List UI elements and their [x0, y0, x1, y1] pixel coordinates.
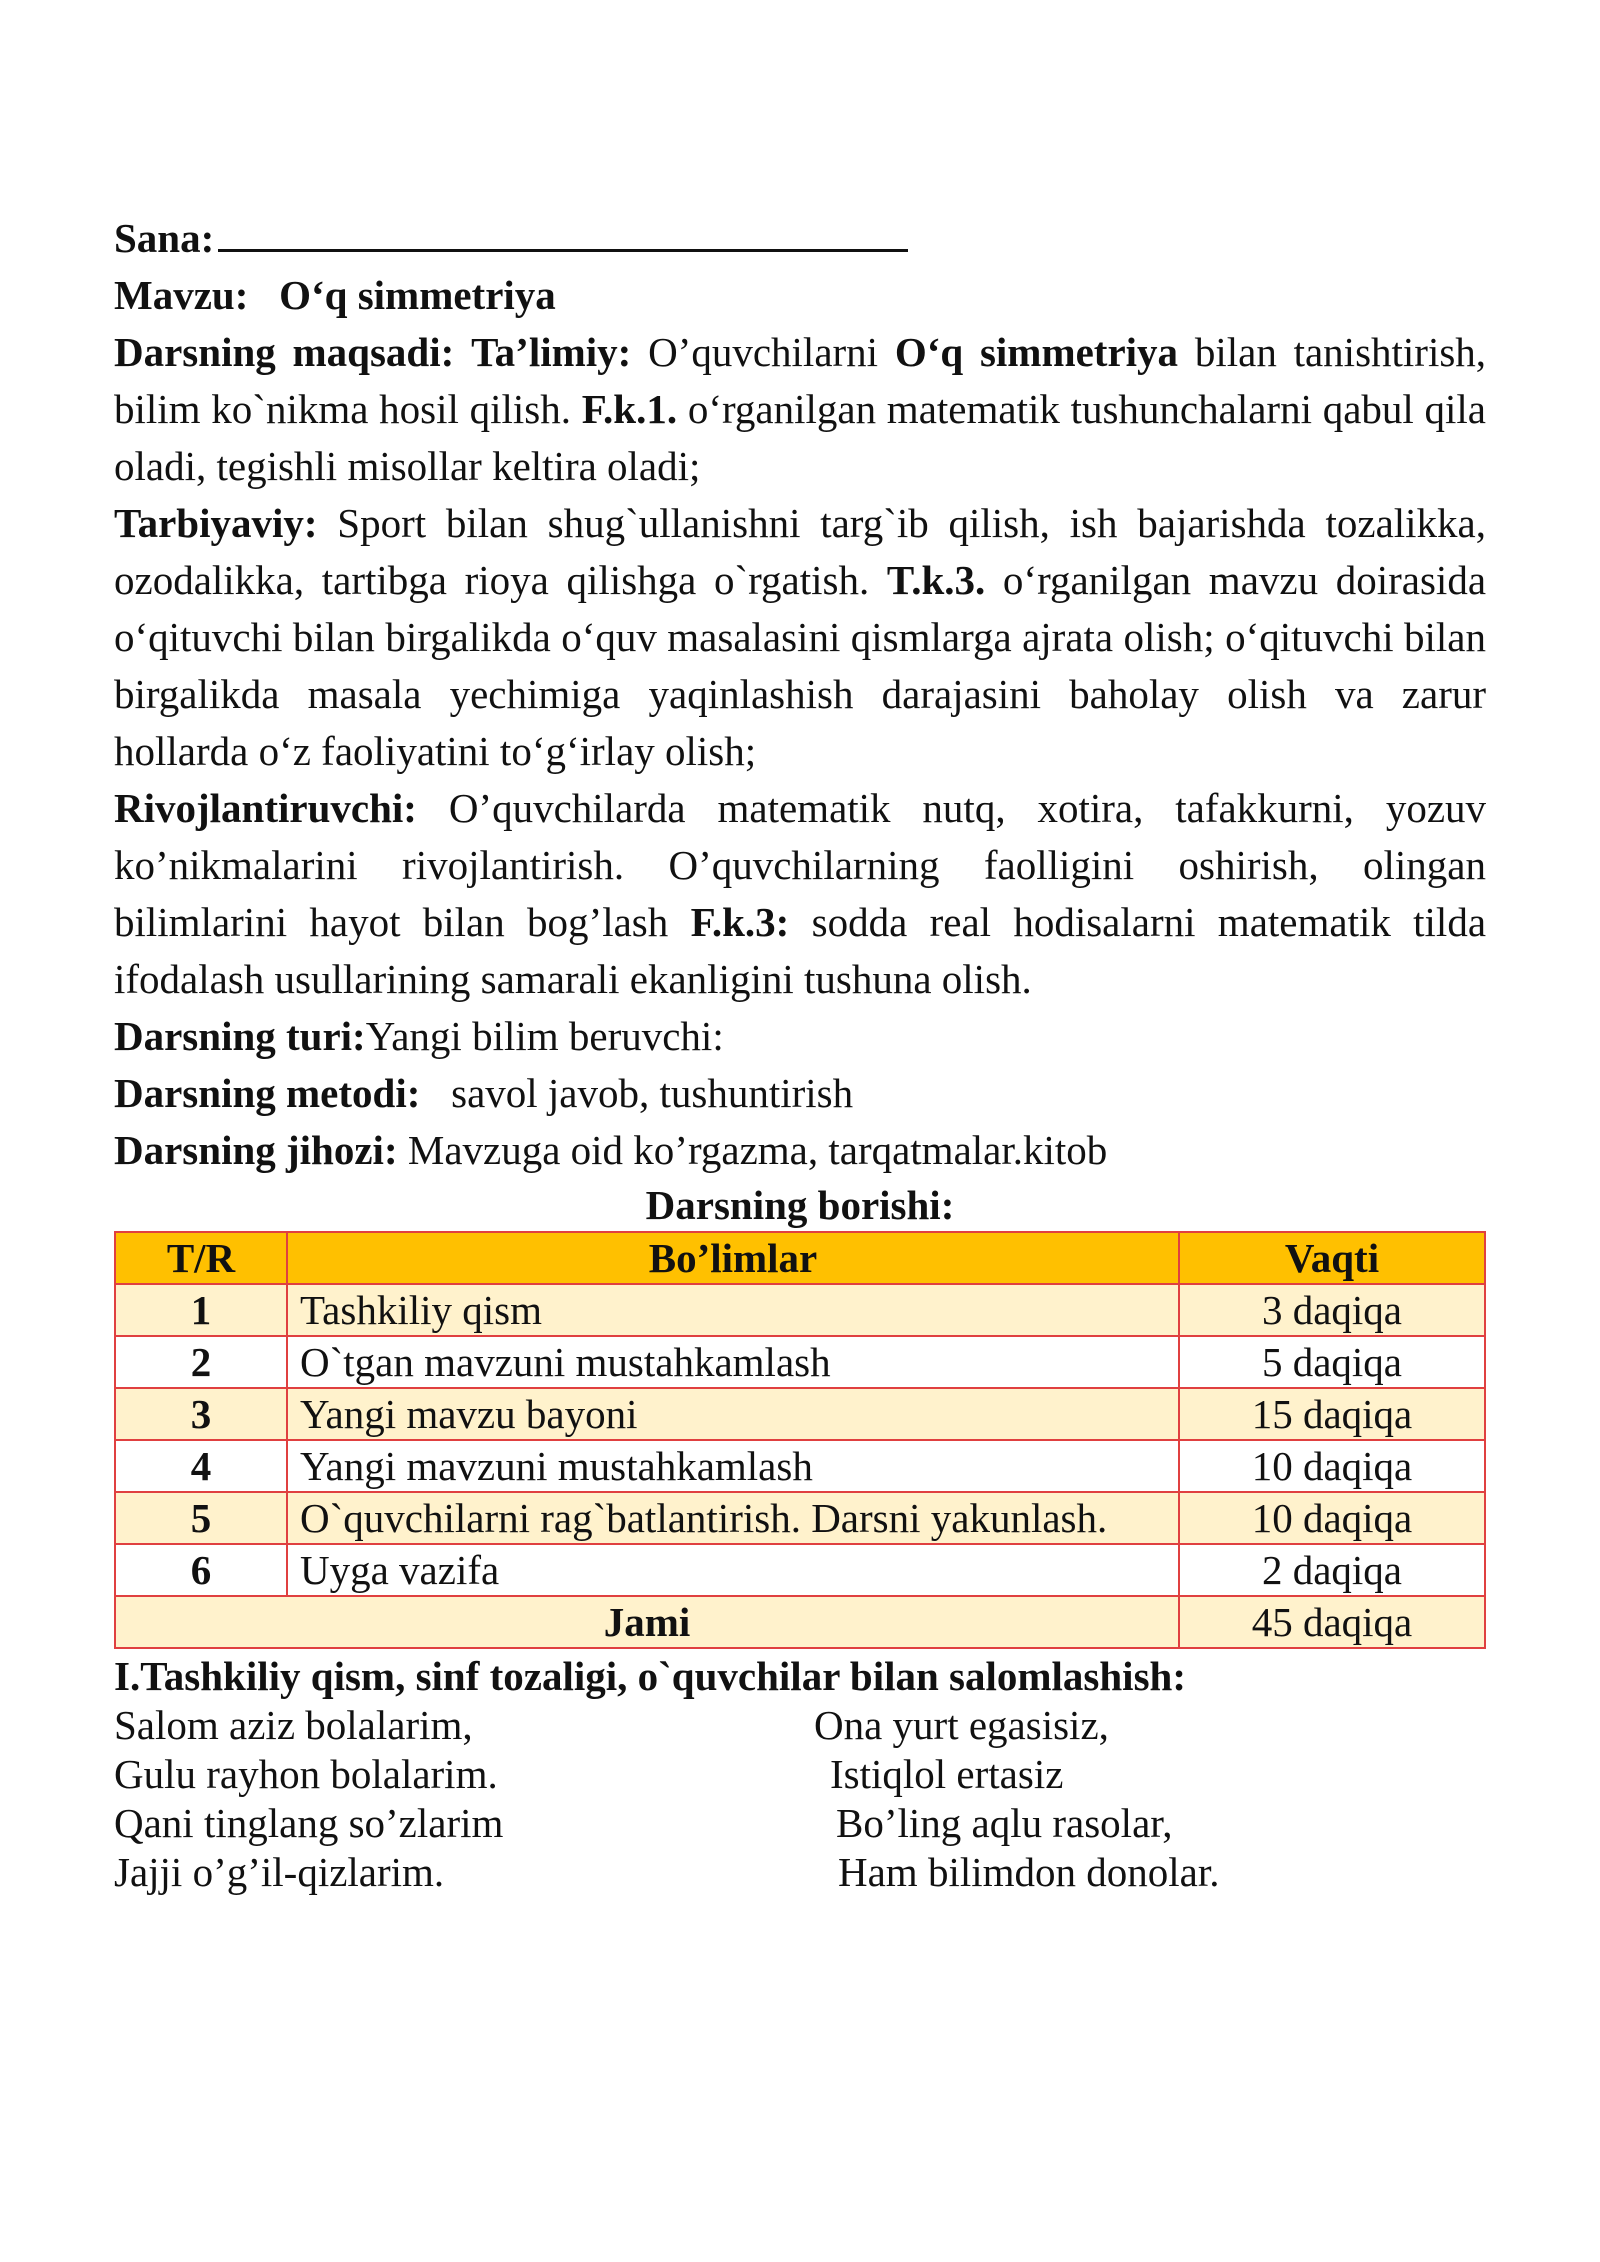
educational-topic: O‘q simmetriya [894, 329, 1179, 375]
fk1-label: F.k.1. [581, 386, 678, 432]
column-header-number: T/R [115, 1232, 287, 1284]
tk3-text-1: o‘rganilgan mavzu doirasida o‘qituvchi bilan birgalikda o‘quv masalasini qismlarga ajrata olish; [114, 557, 1487, 660]
tk3-label: T.k.3. [886, 557, 986, 603]
poem-line: Bo’ling aqlu rasolar, [836, 1800, 1173, 1846]
poem-line: Gulu rayhon bolalarim. [114, 1751, 498, 1797]
table-row [115, 1544, 1485, 1596]
lesson-type-label: Darsning turi: [114, 1013, 366, 1059]
row-number: 3 [115, 1388, 287, 1440]
row-time: 2 daqiqa [1179, 1544, 1485, 1596]
poem-line: Ham bilimdon donolar. [838, 1849, 1220, 1895]
educational-text-1: O’quvchilarni [648, 329, 879, 375]
lesson-plan-table [114, 1231, 1486, 1649]
date-line [114, 210, 1486, 267]
goals-label: Darsning maqsadi: [114, 329, 455, 375]
row-number: 4 [115, 1440, 287, 1492]
topic-label: Mavzu: [114, 272, 249, 318]
developmental-label: Rivojlantiruvchi: [114, 785, 417, 831]
row-section: Yangi mavzuni mustahkamlash [287, 1440, 1179, 1492]
lesson-type-line [114, 1008, 1486, 1065]
total-time: 45 daqiqa [1179, 1596, 1485, 1648]
fk1-text: o‘rganilgan matematik tushunchalarni qabul qila oladi, tegishli misollar keltira oladi; [114, 386, 1486, 489]
upbringing-text: Sport bilan shug`ullanishni targ`ib qilish, ish bajarishda tozalikka, ozodalikka, tartibga rioya qilishga o`rgatish. [114, 500, 1486, 603]
lesson-method-value: savol javob, tushuntirish [451, 1070, 854, 1116]
row-number: 2 [115, 1336, 287, 1388]
table-row [115, 1336, 1485, 1388]
row-section: Uyga vazifa [287, 1544, 1179, 1596]
row-section: Yangi mavzu bayoni [287, 1388, 1179, 1440]
topic-value: O‘q simmetriya [279, 272, 556, 318]
row-time: 5 daqiqa [1179, 1336, 1485, 1388]
topic-line [114, 267, 1486, 324]
upbringing-goal [114, 495, 1486, 780]
developmental-goal [114, 780, 1486, 1008]
table-total-row [115, 1596, 1485, 1648]
lesson-method-line [114, 1065, 1486, 1122]
lesson-equipment-line [114, 1122, 1486, 1179]
date-label: Sana: [114, 215, 215, 261]
tk3-text-2: o‘qituvchi bilan birgalikda masala yechimiga yaqinlashish darajasini baholay olish va zarur hollarda o‘z faoliyatini to‘g‘irlay olish; [114, 614, 1487, 774]
row-section: Tashkiliy qism [287, 1284, 1179, 1336]
row-time: 3 daqiqa [1179, 1284, 1485, 1336]
greeting-poem [114, 1701, 1486, 1897]
developmental-text: O’quvchilarda matematik nutq, xotira, tafakkurni, yozuv ko’nikmalarini rivojlantirish. O’quvchilarning faolligini oshirish, olingan bilimlarini hayot bilan bog’lash [114, 785, 1487, 945]
row-time: 10 daqiqa [1179, 1440, 1485, 1492]
table-row [115, 1492, 1485, 1544]
poem-line: Istiqlol ertasiz [830, 1751, 1064, 1797]
lesson-equipment-label: Darsning jihozi: [114, 1127, 398, 1173]
poem-line: Jajji o’g’il-qizlarim. [114, 1849, 445, 1895]
table-row [115, 1388, 1485, 1440]
poem-right-column [814, 1701, 1486, 1897]
part1-heading: I.Tashkiliy qism, sinf tozaligi, o`quvchilar bilan salomlashish: [114, 1653, 1186, 1699]
lesson-method-label: Darsning metodi: [114, 1070, 421, 1116]
row-time: 15 daqiqa [1179, 1388, 1485, 1440]
row-section: O`tgan mavzuni mustahkamlash [287, 1336, 1179, 1388]
poem-line: Ona yurt egasisiz, [814, 1702, 1109, 1748]
row-number: 1 [115, 1284, 287, 1336]
column-header-time: Vaqti [1179, 1232, 1485, 1284]
poem-line: Salom aziz bolalarim, [114, 1702, 473, 1748]
upbringing-label: Tarbiyaviy: [114, 500, 318, 546]
row-time: 10 daqiqa [1179, 1492, 1485, 1544]
row-section: O`quvchilarni rag`batlantirish. Darsni yakunlash. [287, 1492, 1179, 1544]
row-number: 5 [115, 1492, 287, 1544]
column-header-sections: Bo’limlar [287, 1232, 1179, 1284]
row-number: 6 [115, 1544, 287, 1596]
plan-title: Darsning borishi: [645, 1182, 955, 1228]
poem-left-column [114, 1701, 814, 1897]
fk3-text: sodda real hodisalarni matematik tilda ifodalash usullarining samarali ekanligini tushuna olish. [114, 899, 1487, 1002]
fk3-label: F.k.3: [690, 899, 790, 945]
table-row [115, 1284, 1485, 1336]
total-label: Jami [115, 1596, 1179, 1648]
poem-line: Qani tinglang so’zlarim [114, 1800, 504, 1846]
educational-label: Ta’limiy: [471, 329, 632, 375]
date-blank-field [218, 215, 908, 252]
table-row [115, 1440, 1485, 1492]
educational-text-2: bilan tanishtirish, bilim ko`nikma hosil qilish. [114, 329, 1487, 432]
educational-goal [114, 324, 1486, 495]
lesson-type-value: Yangi bilim beruvchi: [365, 1013, 724, 1059]
lesson-equipment-value: Mavzuga oid ko’rgazma, tarqatmalar.kitob [407, 1127, 1108, 1173]
table-header-row [115, 1232, 1485, 1284]
